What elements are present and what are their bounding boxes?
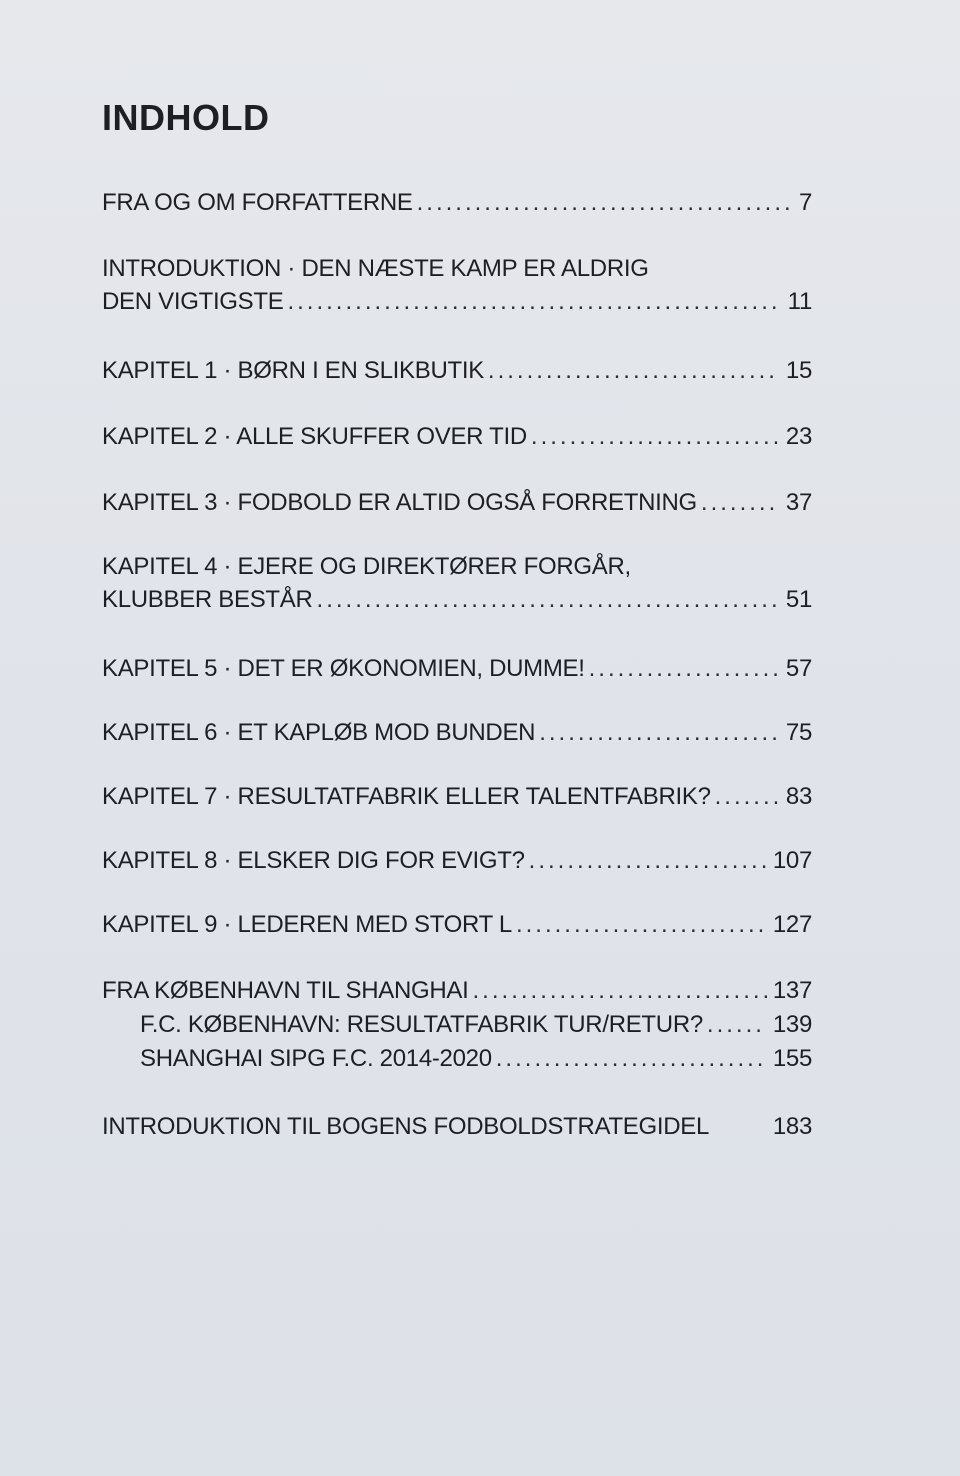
dot-leader [488,354,780,387]
toc-entry [140,1008,812,1041]
dot-leader [715,780,780,813]
toc-entry-title: FRA KØBENHAVN TIL SHANGHAI [102,977,469,1004]
dot-leader [701,486,780,519]
toc-page-number: 51 [785,586,812,613]
toc-entry [102,1110,812,1143]
toc-page-number: 183 [772,1113,812,1140]
toc-page-number: 15 [785,357,812,384]
toc-entry-line [102,550,812,583]
toc-page-number: 57 [785,655,812,682]
toc-entry-line [102,420,812,453]
toc-entry-title: KAPITEL 5 · DET ER ØKONOMIEN, DUMME! [102,655,585,682]
toc-entry-line [102,780,812,813]
toc-entry [102,252,812,318]
toc-entry-title: FRA OG OM FORFATTERNE [102,189,413,216]
toc-page-number: 107 [772,847,812,874]
toc-page-number: 37 [785,489,812,516]
dot-leader [539,716,780,749]
toc-entry-line [102,844,812,877]
toc-entry-line [102,652,812,685]
toc-page-number: 75 [785,719,812,746]
toc-entry-line [102,716,812,749]
toc-page-number: 155 [772,1045,812,1072]
toc-entry-line [102,1110,812,1143]
dot-leader [317,583,780,616]
toc-entry-title: KAPITEL 1 · BØRN I EN SLIKBUTIK [102,357,484,384]
toc-entry [102,844,812,877]
table-of-contents-page [102,97,812,1140]
toc-entry-line [140,1042,812,1075]
toc-entry-title: DEN VIGTIGSTE [102,288,284,315]
toc-entry-line [102,908,812,941]
toc-entry-line [102,974,812,1007]
toc-entry-line [102,252,812,285]
toc-entry-title: INTRODUKTION TIL BOGENS FODBOLDSTRATEGIDEL [102,1113,710,1140]
toc-page-number: 127 [772,911,812,938]
dot-leader [287,285,781,318]
dot-leader [417,186,793,219]
toc-entry [102,486,812,519]
toc-entry-title: KAPITEL 3 · FODBOLD ER ALTID OGSÅ FORRETNING [102,489,697,516]
toc-entry-title: KAPITEL 7 · RESULTATFABRIK ELLER TALENTFABRIK? [102,783,711,810]
toc-entry-line [102,486,812,519]
toc-entry-title: KLUBBER BESTÅR [102,586,313,613]
toc-page-number: 137 [772,977,812,1004]
toc-entry-title: F.C. KØBENHAVN: RESULTATFABRIK TUR/RETUR? [140,1011,703,1038]
toc-entry [102,652,812,685]
toc-entry [140,1042,812,1075]
toc-entry [102,186,812,219]
dot-leader [589,652,780,685]
toc-entry [102,780,812,813]
toc-entry [102,550,812,616]
toc-page-number: 7 [798,189,812,216]
toc-entry-title: KAPITEL 6 · ET KAPLØB MOD BUNDEN [102,719,536,746]
toc-entry-title: KAPITEL 9 · LEDEREN MED STORT L [102,911,512,938]
toc-page-number: 83 [785,783,812,810]
toc-entry [102,420,812,453]
toc-entry-title: KAPITEL 2 · ALLE SKUFFER OVER TID [102,423,527,450]
dot-leader [531,420,780,453]
toc-entry [102,716,812,749]
toc-entry-line [102,186,812,219]
toc-entry-title: KAPITEL 8 · ELSKER DIG FOR EVIGT? [102,847,525,874]
dot-leader [473,974,767,1007]
page-title: INDHOLD [102,97,270,138]
toc-entry-title: KAPITEL 4 · EJERE OG DIREKTØRER FORGÅR, [102,553,631,580]
toc-entry-title: SHANGHAI SIPG F.C. 2014-2020 [140,1045,492,1072]
toc-entry-line [140,1008,812,1041]
toc-entry-line [102,583,812,616]
toc-entry [102,974,812,1007]
toc-entry-line [102,285,812,318]
toc-page-number: 139 [772,1011,812,1038]
dot-leader [707,1008,767,1041]
dot-leader [529,844,767,877]
toc-entry [102,354,812,387]
toc-entry-line [102,354,812,387]
toc-page-number: 23 [785,423,812,450]
toc-entry-title: INTRODUKTION · DEN NÆSTE KAMP ER ALDRIG [102,255,649,282]
toc-entry [102,908,812,941]
toc-page-number: 11 [787,288,812,315]
dot-leader [496,1042,767,1075]
dot-leader [516,908,767,941]
